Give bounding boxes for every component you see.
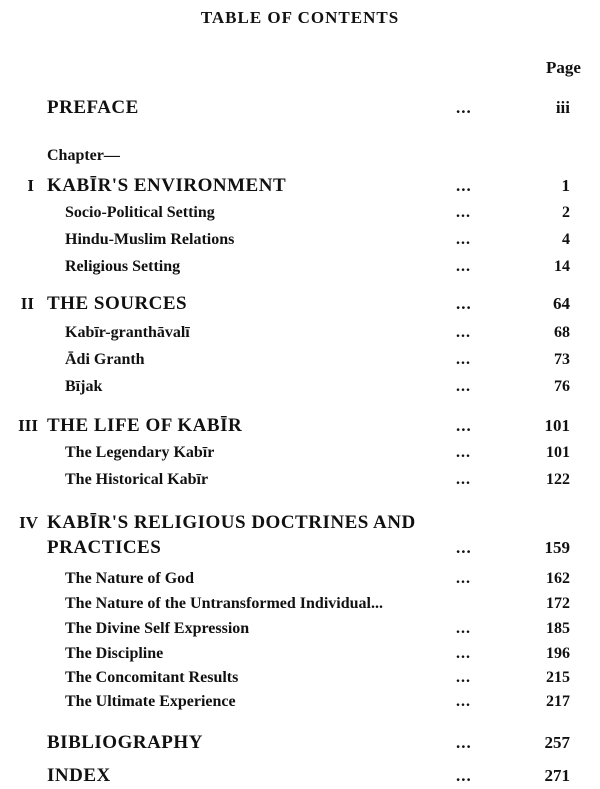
toc-entry-section[interactable]	[0, 441, 600, 465]
toc-entry-section[interactable]	[0, 642, 600, 666]
leader-dots: ...	[456, 98, 472, 117]
toc-entry-section[interactable]	[0, 321, 600, 345]
entry-title: Religious Setting	[65, 258, 181, 275]
entry-title: KABĪR'S ENVIRONMENT	[47, 175, 287, 196]
toc-entry-index[interactable]	[0, 764, 600, 788]
toc-entry-section[interactable]	[0, 617, 600, 641]
toc-entry-section[interactable]	[0, 255, 600, 279]
toc-entry-chapter-2[interactable]	[0, 292, 600, 316]
entry-title: The Discipline	[65, 645, 164, 662]
entry-title: BIBLIOGRAPHY	[47, 732, 203, 753]
entry-page: 2	[562, 204, 570, 221]
entry-page: 217	[546, 693, 570, 710]
leader-dots: ...	[456, 324, 471, 341]
toc-entry-section[interactable]	[0, 348, 600, 372]
toc-entry-section[interactable]	[0, 666, 600, 690]
chapter-numeral: III	[18, 416, 38, 435]
leader-dots: ...	[456, 693, 471, 710]
toc-entry-chapter-3[interactable]	[0, 414, 600, 438]
toc-entry-section[interactable]	[0, 690, 600, 714]
entry-title: The Nature of God	[65, 570, 195, 587]
entry-page: 101	[546, 444, 570, 461]
toc-entry-section[interactable]	[0, 201, 600, 225]
entry-title: Ādi Granth	[65, 351, 145, 368]
leader-dots: ...	[456, 570, 471, 587]
entry-title-line1: KABĪR'S RELIGIOUS DOCTRINES AND	[47, 512, 416, 533]
entry-title: The Divine Self Expression	[65, 620, 250, 637]
entry-title: INDEX	[47, 765, 111, 786]
toc-entry-section[interactable]	[0, 567, 600, 591]
page-column-label: Page	[546, 58, 581, 77]
entry-page: 257	[544, 733, 570, 752]
leader-dots: ...	[456, 645, 471, 662]
entry-title: Kabīr-granthāvalī	[65, 324, 190, 341]
leader-dots: ...	[456, 471, 471, 488]
entry-page: 1	[561, 176, 570, 195]
entry-page: 76	[554, 378, 570, 395]
leader-dots: ...	[456, 669, 471, 686]
entry-page: 172	[546, 595, 570, 612]
entry-title: The Ultimate Experience	[65, 693, 236, 710]
leader-dots: ...	[456, 620, 471, 637]
entry-page: 196	[546, 645, 570, 662]
leader-dots: ...	[456, 294, 472, 313]
leader-dots: ...	[456, 378, 471, 395]
entry-title: The Legendary Kabīr	[65, 444, 215, 461]
entry-page: 185	[546, 620, 570, 637]
entry-title: THE SOURCES	[47, 293, 188, 314]
toc-entry-section[interactable]	[0, 375, 600, 399]
entry-page: 68	[554, 324, 570, 341]
entry-page: 159	[544, 538, 570, 557]
leader-dots: ...	[456, 351, 471, 368]
entry-page: 14	[554, 258, 570, 275]
leader-dots: ...	[456, 444, 471, 461]
entry-page: iii	[555, 98, 570, 117]
entry-page: 162	[546, 570, 570, 587]
leader-dots: ...	[456, 176, 472, 195]
toc-entry-section[interactable]	[0, 592, 600, 616]
toc-entry-preface[interactable]	[0, 96, 600, 120]
entry-page: 215	[546, 669, 570, 686]
entry-page: 101	[544, 416, 570, 435]
entry-page: 122	[546, 471, 570, 488]
leader-dots: ...	[456, 538, 472, 557]
entry-title-line2: PRACTICES	[47, 537, 162, 558]
toc-entry-chapter-4-cont[interactable]	[0, 536, 600, 560]
chapter-numeral: I	[27, 176, 34, 195]
chapter-numeral: II	[20, 294, 34, 313]
toc-entry-chapter-4[interactable]	[0, 511, 600, 535]
leader-dots: ...	[456, 733, 472, 752]
chapter-label-row	[0, 144, 600, 168]
entry-page: 73	[554, 351, 570, 368]
toc-entry-chapter-1[interactable]	[0, 174, 600, 198]
entry-title: The Historical Kabīr	[65, 471, 209, 488]
entry-page: 271	[544, 766, 570, 785]
chapter-label: Chapter—	[47, 147, 120, 164]
leader-dots: ...	[456, 416, 472, 435]
entry-title: THE LIFE OF KABĪR	[47, 415, 243, 436]
leader-dots: ...	[456, 231, 471, 248]
toc-heading: TABLE OF CONTENTS	[200, 8, 400, 27]
chapter-numeral: IV	[19, 513, 38, 532]
entry-title: Hindu-Muslim Relations	[65, 231, 235, 248]
leader-dots: ...	[456, 204, 471, 221]
entry-title: Socio-Political Setting	[65, 204, 215, 221]
leader-dots: ...	[456, 258, 471, 275]
toc-entry-section[interactable]	[0, 468, 600, 492]
entry-title: The Nature of the Untransformed Individual...	[65, 595, 383, 612]
entry-title: The Concomitant Results	[65, 669, 239, 686]
entry-title: PREFACE	[47, 97, 139, 118]
toc-entry-bibliography[interactable]	[0, 731, 600, 755]
entry-title: Bījak	[65, 378, 103, 395]
entry-page: 64	[553, 294, 570, 313]
entry-page: 4	[562, 231, 570, 248]
toc-entry-section[interactable]	[0, 228, 600, 252]
leader-dots: ...	[456, 766, 472, 785]
